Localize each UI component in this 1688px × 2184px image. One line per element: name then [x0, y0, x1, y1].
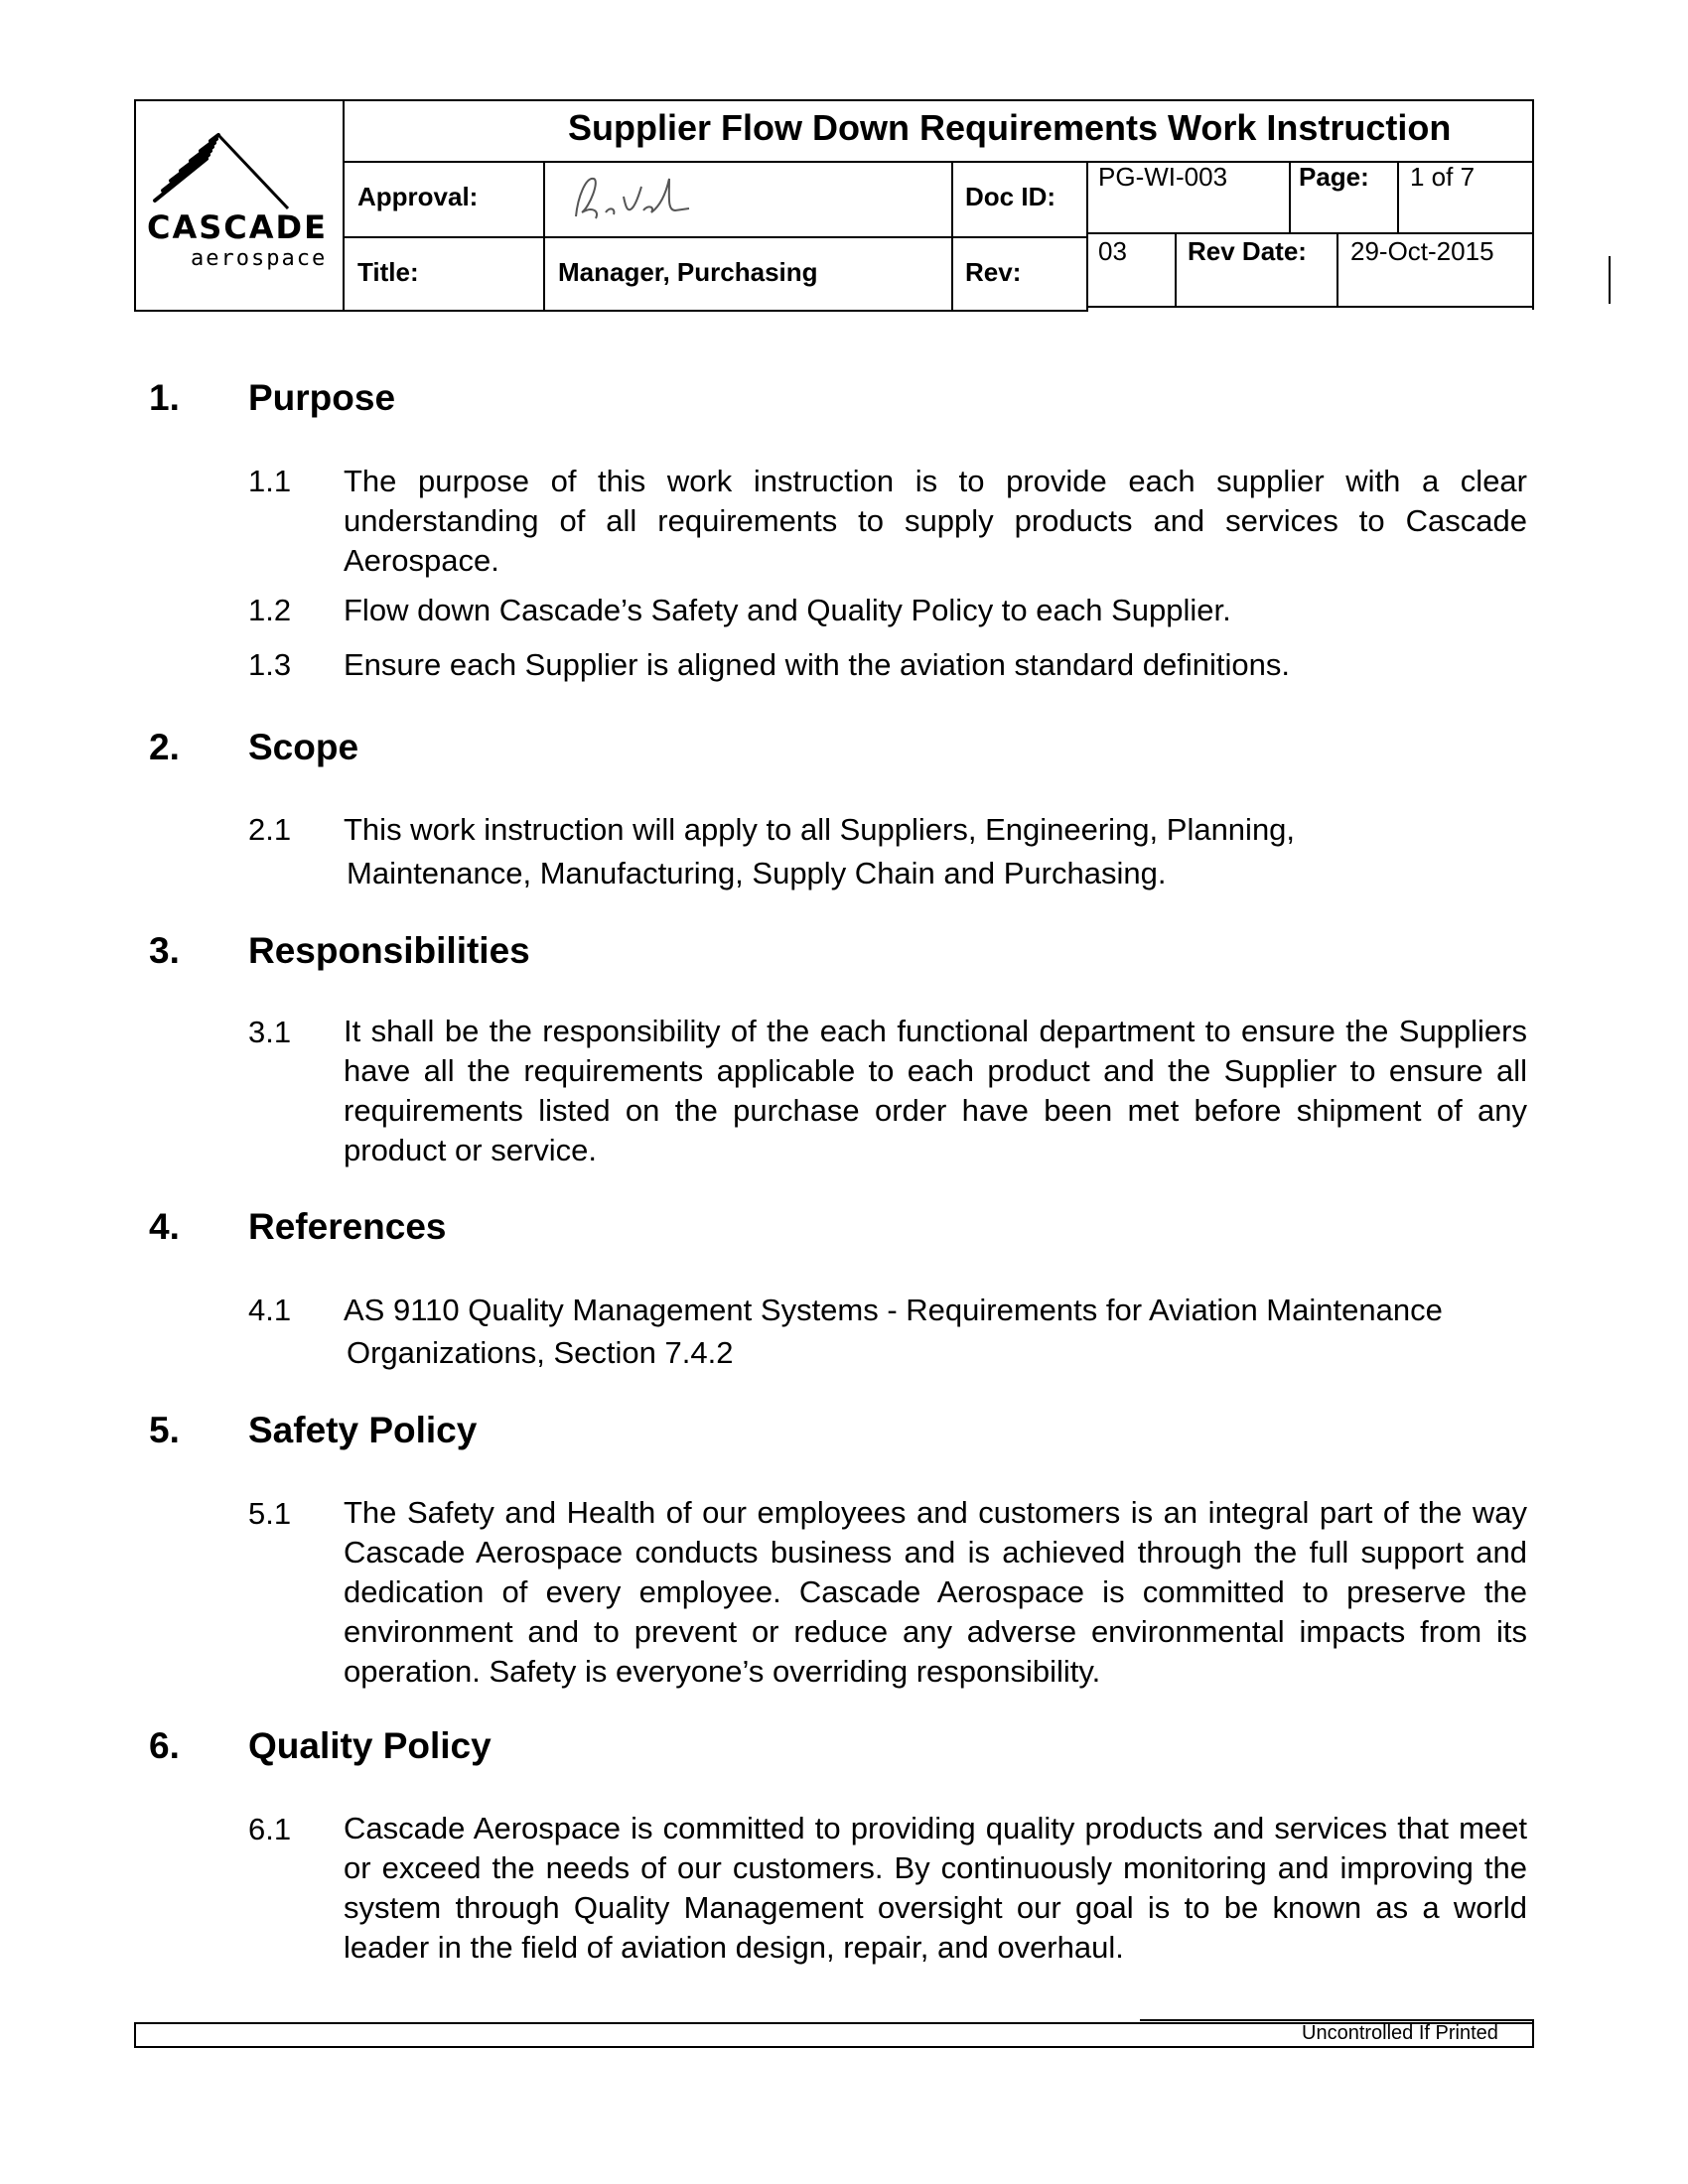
item-number: 4.1	[248, 1293, 292, 1327]
item-number: 6.1	[248, 1812, 292, 1846]
item-number: 1.2	[248, 593, 292, 627]
rev-value: 03	[1098, 236, 1127, 266]
section-title: Purpose	[248, 377, 396, 418]
section-title: Safety Policy	[248, 1410, 478, 1450]
section-number: 2.	[149, 727, 180, 767]
doc-id-value: PG-WI-003	[1098, 162, 1228, 192]
logo-name: CASCADE	[147, 208, 328, 246]
item-text: The purpose of this work instruction is to provide each supplier with a clear understanding of all requirements to supply products and services to Cascade Aerospace.	[344, 464, 1527, 578]
item-text: The Safety and Health of our employees and customers is an integral part of the way Cascade Aerospace conducts business and is achieved through the full support and dedication of every employee. Cascade Aerospace is committed to preserve the environment and to prevent or reduce any adverse environmental impacts from its operation. Safety is everyone’s overriding responsibility.	[344, 1495, 1527, 1689]
section-number: 1.	[149, 377, 180, 418]
item-number: 1.1	[248, 464, 292, 498]
title-value: Manager, Purchasing	[558, 257, 818, 287]
section-title: Responsibilities	[248, 930, 530, 971]
section-number: 4.	[149, 1206, 180, 1247]
title-label: Title:	[357, 257, 419, 287]
section-number: 5.	[149, 1410, 180, 1450]
approval-label: Approval:	[357, 182, 479, 211]
section-title: Scope	[248, 727, 359, 767]
page-label: Page:	[1299, 162, 1369, 192]
item-text: AS 9110 Quality Management Systems - Requirements for Aviation Maintenance	[344, 1293, 1443, 1327]
item-text-continued: Organizations, Section 7.4.2	[347, 1335, 734, 1370]
section-title: Quality Policy	[248, 1725, 492, 1766]
item-number: 1.3	[248, 647, 292, 682]
uncontrolled-notice: Uncontrolled If Printed	[1302, 2022, 1498, 2044]
page-value: 1 of 7	[1410, 162, 1476, 192]
item-text: Cascade Aerospace is committed to providing quality products and services that meet or exceed the needs of our customers. By continuously monitoring and improving the system through Quality Management oversight our goal is to be known as a world leader in the field of aviation design, repair, and overhaul.	[344, 1811, 1527, 1965]
item-number: 5.1	[248, 1496, 292, 1531]
item-text: This work instruction will apply to all Suppliers, Engineering, Planning,	[344, 812, 1296, 847]
item-text-continued: Maintenance, Manufacturing, Supply Chain and Purchasing.	[347, 856, 1167, 890]
company-logo	[139, 119, 338, 298]
item-number: 3.1	[248, 1015, 292, 1049]
doc-id-label: Doc ID:	[965, 182, 1055, 211]
item-number: 2.1	[248, 812, 292, 847]
document-title: Supplier Flow Down Requirements Work Instruction	[568, 107, 1452, 148]
section-title: References	[248, 1206, 447, 1247]
section-number: 3.	[149, 930, 180, 971]
section-number: 6.	[149, 1725, 180, 1766]
item-text: It shall be the responsibility of the each functional department to ensure the Suppliers have all the requirements applicable to each product and the Supplier to ensure all requirements listed on the purchase order have been met before shipment of any product or service.	[344, 1014, 1527, 1167]
rev-date-label: Rev Date:	[1188, 236, 1307, 266]
rev-label: Rev:	[965, 257, 1022, 287]
logo-subtitle: aerospace	[191, 246, 328, 271]
item-text: Flow down Cascade’s Safety and Quality Policy to each Supplier.	[344, 593, 1231, 627]
rev-date-value: 29-Oct-2015	[1350, 236, 1494, 266]
item-text: Ensure each Supplier is aligned with the aviation standard definitions.	[344, 647, 1290, 682]
approval-signature	[566, 167, 695, 232]
